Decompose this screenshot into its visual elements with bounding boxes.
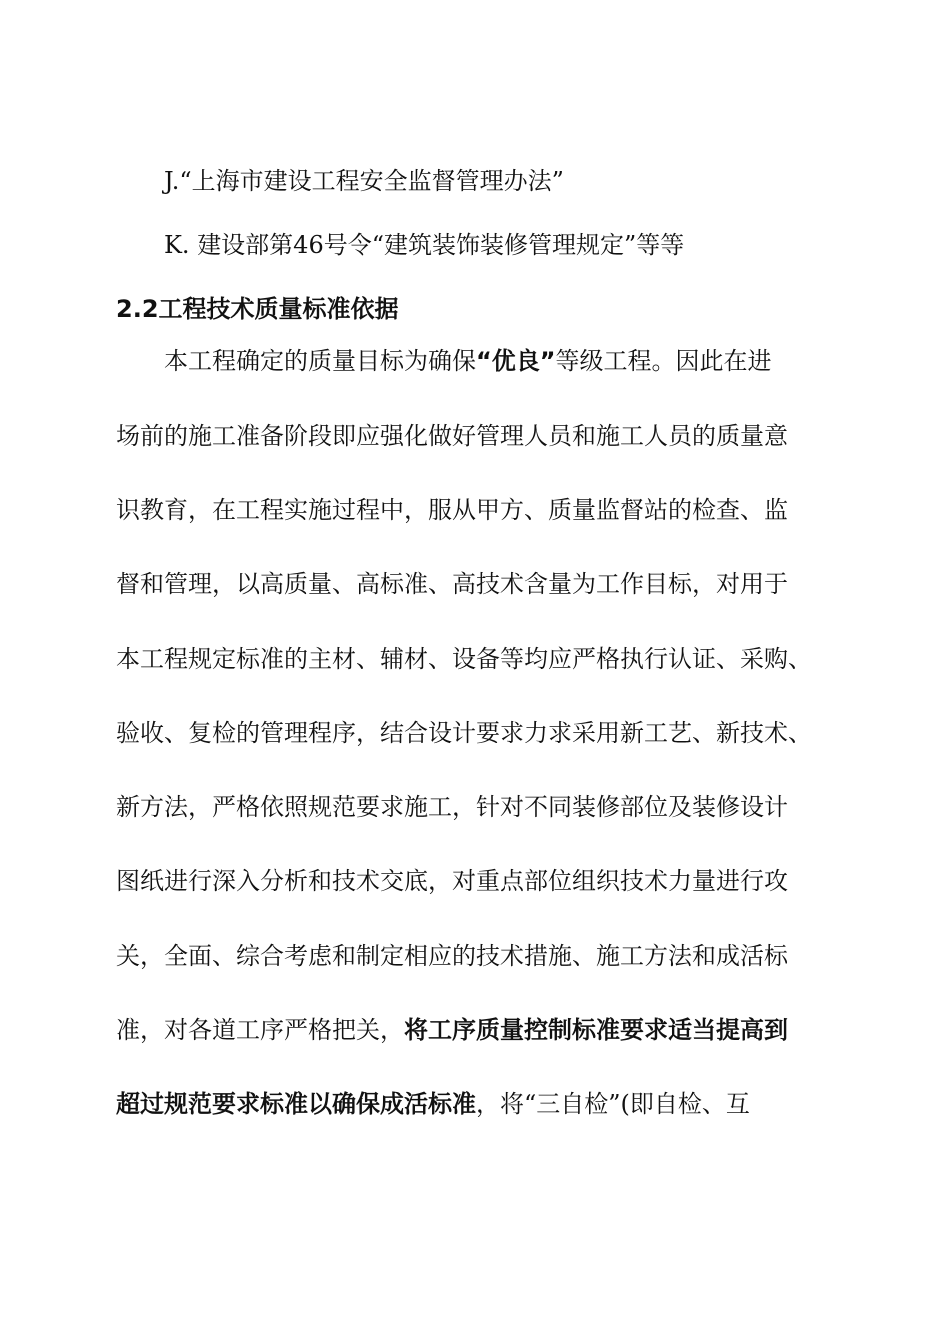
paragraph-line-6: 验收、复检的管理程序，结合设计要求力求采用新工艺、新技术、	[116, 719, 812, 747]
paragraph-line-1	[164, 345, 772, 377]
line-10-text-a: 准，对各道工序严格把关，	[116, 1016, 404, 1044]
paragraph-line-8: 图纸进行深入分析和技术交底，对重点部位组织技术力量进行攻	[116, 867, 788, 895]
paragraph-line-7: 新方法，严格依照规范要求施工，针对不同装修部位及装修设计	[116, 793, 788, 821]
paragraph-line-2: 场前的施工准备阶段即应强化做好管理人员和施工人员的质量意	[116, 422, 788, 450]
paragraph-line-11	[116, 1088, 750, 1120]
reference-item-j: J.“上海市建设工程安全监督管理办法”	[164, 167, 564, 195]
paragraph-line-3: 识教育，在工程实施过程中，服从甲方、质量监督站的检查、监	[116, 496, 788, 524]
reference-item-k: K. 建设部第46号令“建筑装饰装修管理规定”等等	[164, 231, 685, 259]
line-10-bold-text: 将工序质量控制标准要求适当提高到	[404, 1016, 788, 1044]
line-11-text-b: ，将“三自检”(即自检、互	[476, 1090, 750, 1118]
line-11-bold-text: 超过规范要求标准以确保成活标准	[116, 1090, 476, 1118]
paragraph-line-10	[116, 1014, 788, 1046]
paragraph-line-4: 督和管理，以高质量、高标准、高技术含量为工作目标，对用于	[116, 570, 788, 598]
section-heading: 2.2工程技术质量标准依据	[116, 295, 399, 323]
line-1-text-c: 等级工程。因此在进	[555, 347, 772, 375]
paragraph-line-5: 本工程规定标准的主材、辅材、设备等均应严格执行认证、采购、	[116, 645, 812, 673]
quality-target-emphasis: “优良”	[476, 347, 556, 375]
line-1-text-a: 本工程确定的质量目标为确保	[164, 347, 476, 375]
paragraph-line-9: 关，全面、综合考虑和制定相应的技术措施、施工方法和成活标	[116, 942, 788, 970]
